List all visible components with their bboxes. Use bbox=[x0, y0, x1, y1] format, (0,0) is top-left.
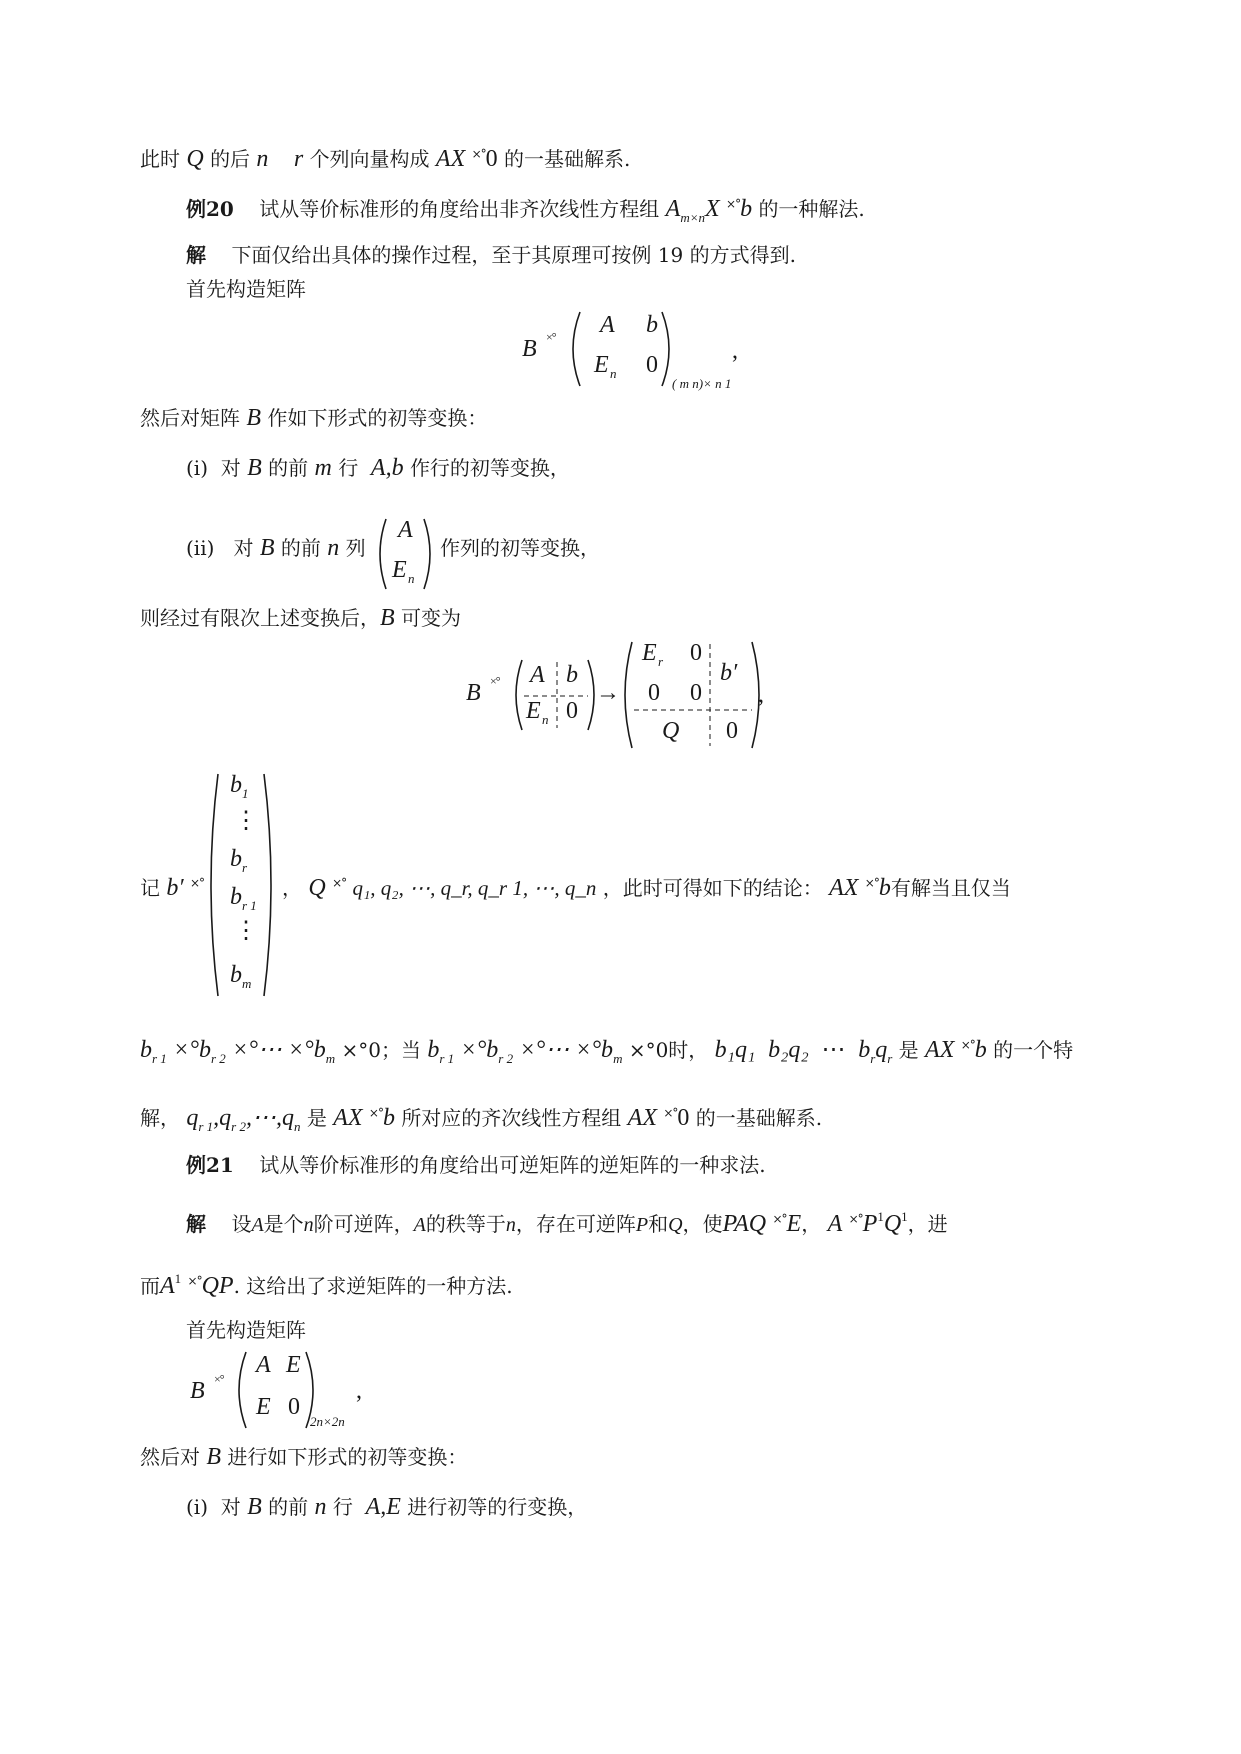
construct-matrix-2: 首先构造矩阵 bbox=[186, 1318, 306, 1342]
column-block-a-en: A E n bbox=[376, 515, 436, 593]
example-20: 例20 试从等价标准形的角度给出非齐次线性方程组 $A_{m\times n}X$ ×°b 的一种解法. bbox=[186, 196, 865, 225]
solvability-condition: $b_{r 1} \times^\circ b_{r 2}$ ×°⋯ $\times^\circ b_m \times^\circ 0$；当 $b_{r 1} \times^\circ b_{r 2}$ ×°⋯ $\times^\circ b_m \times^\circ 0$时， b₁q₁ b₂q₂ ⋯ $b_rq_r$ 是 AX ×°b 的一个特 bbox=[140, 1037, 1074, 1066]
matrix-bracket bbox=[522, 308, 662, 390]
note-b-prime: 记 b′ ×° bbox=[140, 875, 205, 901]
example-21: 例21 试从等价标准形的角度给出可逆矩阵的逆矩阵的一种求法. bbox=[186, 1153, 766, 1177]
vector-bracket bbox=[208, 770, 278, 1000]
then-transform-1: 然后对矩阵 B 作如下形式的初等变换： bbox=[140, 405, 488, 431]
step-1-row-transform-2: (i) 对 B 的前 n 行 A,E 进行初等的行变换， bbox=[186, 1494, 588, 1520]
step-1-row-transform: (i) 对 B 的前 m 行 A,b 作行的初等变换， bbox=[186, 455, 570, 481]
after-transform: 则经过有限次上述变换后，B 可变为 bbox=[140, 605, 462, 631]
step-2-tail: 作列的初等变换， bbox=[440, 536, 600, 560]
solution-20: 解 下面仅给出具体的操作过程，至于其原理可按例 19 的方式得到. bbox=[186, 243, 796, 267]
then-transform-2: 然后对 B 进行如下形式的初等变换： bbox=[140, 1444, 468, 1470]
construct-matrix-1: 首先构造矩阵 bbox=[186, 277, 306, 301]
solution-21-cont: 而$A^1$ ×°QP. 这给出了求逆矩阵的一种方法. bbox=[140, 1271, 513, 1299]
matrix-b-1: B ×° A b E n 0 ( m n)× n 1 , bbox=[522, 308, 742, 390]
matrix-b-transform: B ×° A b E n 0 → E r 0 b′ 0 0 Q 0 , bbox=[466, 640, 766, 750]
column-vector-b: b 1 ⋮ b r b r 1 ⋮ b m bbox=[208, 770, 278, 1000]
note-q-and-conclusion: ， Q ×° q₁, q₂, ⋯, q_r, q_r 1, ⋯, q_n ，此时可得如下的结论： AX ×°b有解当且仅当 bbox=[282, 875, 1011, 901]
step-2-col-transform: (ii) 对 B 的前 n 列 bbox=[186, 535, 366, 561]
homogeneous-basis: 解， $q_{r 1},q_{r 2},\cdots,q_n$ 是 AX ×°b 所对应的齐次线性方程组 AX ×°0 的一基础解系. bbox=[140, 1105, 823, 1134]
matrix-b-2: B ×° A E E 0 2n×2n , bbox=[190, 1348, 390, 1432]
line-basis-q: 此时 Q 的后 n r 个列向量构成 AX ×°0 的一基础解系. bbox=[140, 146, 631, 172]
solution-21: 解 设A是个n阶可逆阵，A的秩等于n，存在可逆阵P和Q，使PAQ ×°E， A $^{\times^\circ}P^1Q^1$，进 bbox=[186, 1209, 948, 1237]
